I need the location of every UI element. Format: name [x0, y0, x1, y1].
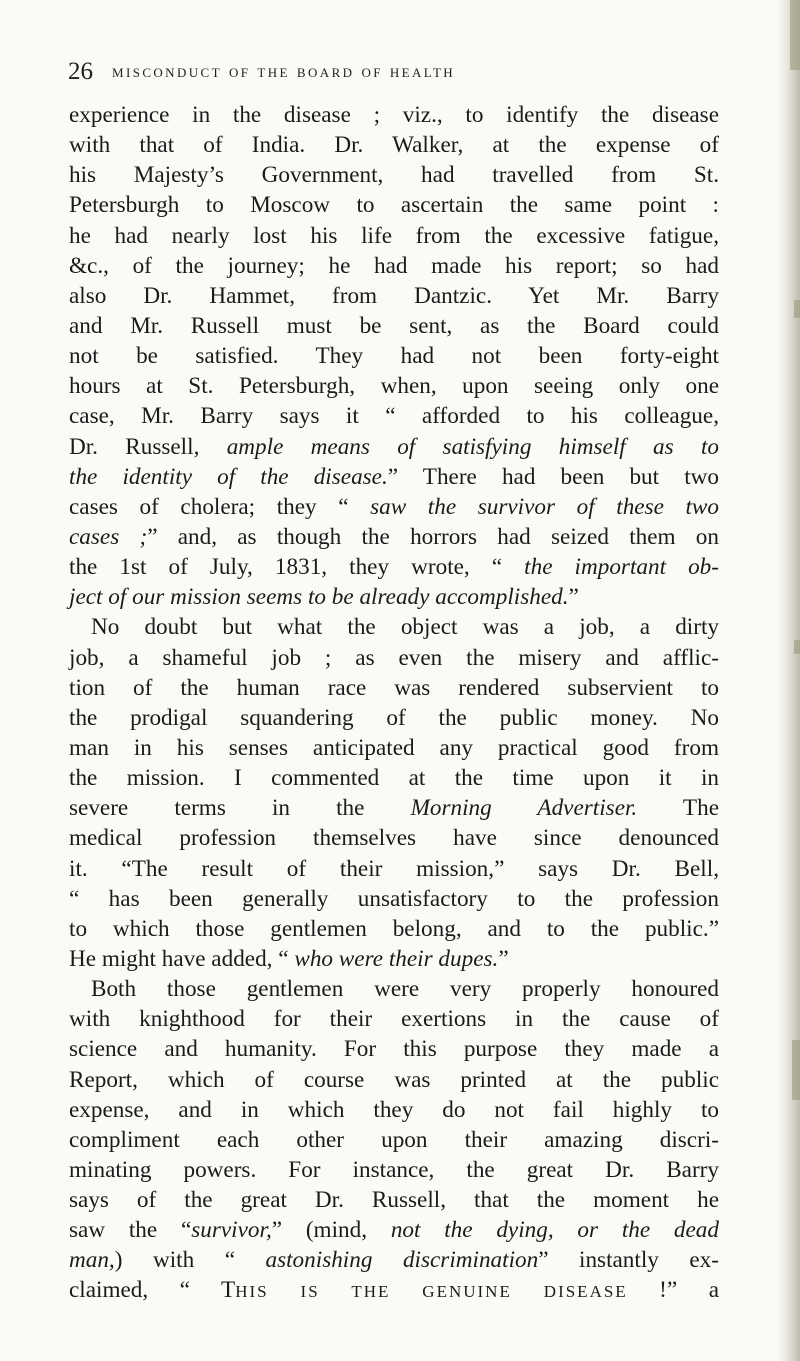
running-header — [68, 58, 708, 90]
text-segment: hours at St. Petersburgh, when, upon seeing only one — [69, 373, 719, 400]
text-segment: his Majesty’s Government, had travelled from St. — [69, 162, 719, 189]
italic-text: cases ; — [69, 523, 148, 550]
text-line — [69, 432, 719, 462]
text-line — [69, 100, 719, 130]
text-line — [69, 643, 719, 673]
running-title: misconduct of the board of health — [112, 62, 456, 82]
text-segment: The — [637, 795, 719, 822]
text-line — [69, 251, 719, 281]
text-segment: Both those gentlemen were very properly honoured — [91, 976, 719, 1003]
text-segment: minating powers. For instance, the great Dr. Barry — [69, 1156, 719, 1183]
text-line — [69, 673, 719, 703]
text-segment: it. “The result of their mission,” says Dr. Bell, — [69, 855, 719, 882]
gutter-mark — [790, 0, 800, 70]
text-line — [69, 492, 719, 522]
text-line — [69, 823, 719, 853]
text-segment: ” and, as though the horrors had seized them on — [147, 523, 719, 550]
text-segment: case, Mr. Barry says it “ afforded to his colleague, — [69, 403, 719, 430]
text-segment: No doubt but what the object was a job, a dirty — [91, 614, 719, 641]
text-line — [69, 1095, 719, 1125]
text-line — [69, 341, 719, 371]
text-segment: says of the great Dr. Russell, that the moment he — [69, 1187, 719, 1214]
text-segment: with that of India. Dr. Walker, at the expense of — [69, 132, 719, 159]
text-line — [69, 1065, 719, 1095]
text-segment: also Dr. Hammet, from Dantzic. Yet Mr. Barry — [69, 282, 719, 309]
text-segment: ” — [568, 584, 579, 611]
text-line — [69, 1034, 719, 1064]
text-line — [69, 221, 719, 251]
text-line — [69, 884, 719, 914]
text-line — [69, 552, 719, 582]
text-segment: the 1st of July, 1831, they wrote, “ — [69, 554, 525, 581]
text-segment: ” instantly ex- — [538, 1247, 719, 1274]
gutter-mark — [792, 1040, 800, 1100]
text-segment: not be satisfied. They had not been forty-eight — [69, 343, 719, 370]
text-line — [69, 763, 719, 793]
text-segment: claimed, “ T — [69, 1277, 236, 1304]
text-line — [69, 733, 719, 763]
text-segment: ” There had been but two — [387, 463, 719, 490]
text-line — [69, 944, 719, 974]
text-segment: compliment each other upon their amazing discri- — [69, 1126, 719, 1153]
text-line — [69, 311, 719, 341]
text-segment: saw the “ — [69, 1217, 192, 1244]
text-segment: ” (mind, — [271, 1217, 391, 1244]
text-line — [69, 1004, 719, 1034]
text-segment: cases of cholera; they “ — [69, 493, 371, 520]
italic-text: man, — [69, 1247, 115, 1274]
italic-text: ample means of satisfying himself as to — [226, 433, 719, 460]
text-segment: the mission. I commented at the time upon it in — [69, 765, 719, 792]
text-line — [69, 793, 719, 823]
text-segment: medical profession themselves have since denounced — [69, 825, 719, 852]
text-segment: !” a — [627, 1277, 719, 1304]
text-segment: science and humanity. For this purpose they made a — [69, 1036, 719, 1063]
italic-text: who were their dupes. — [294, 945, 499, 972]
italic-text: not the dying, or the dead — [390, 1217, 719, 1244]
text-segment: expense, and in which they do not fail highly to — [69, 1096, 719, 1123]
text-line — [69, 1155, 719, 1185]
text-line — [69, 160, 719, 190]
text-segment: ) with “ — [114, 1247, 266, 1274]
text-line — [69, 582, 719, 612]
text-segment: Report, which of course was printed at the public — [69, 1066, 719, 1093]
text-segment: ” — [498, 945, 509, 972]
text-line — [69, 974, 719, 1004]
text-segment: man in his senses anticipated any practical good from — [69, 734, 719, 761]
text-line — [69, 401, 719, 431]
italic-text: the identity of the disease. — [69, 463, 388, 490]
italic-text: survivor, — [191, 1217, 272, 1244]
body-text — [69, 100, 719, 1306]
text-line — [69, 462, 719, 492]
text-line — [69, 1275, 719, 1305]
italic-text: astonishing discrimination — [265, 1247, 539, 1274]
text-segment: tion of the human race was rendered subservient to — [69, 674, 719, 701]
page-gutter-edge — [778, 0, 800, 1361]
text-segment: he had nearly lost his life from the excessive fatigue, — [69, 222, 719, 249]
small-caps-text: HIS IS THE GENUINE DISEASE — [235, 1282, 628, 1302]
italic-text: ject of our mission seems to be already accomplished. — [69, 584, 569, 611]
text-line — [69, 522, 719, 552]
text-segment: to which those gentlemen belong, and to the public.” — [69, 915, 719, 942]
text-segment: Petersburgh to Moscow to ascertain the same point : — [69, 192, 719, 219]
text-segment: He might have added, “ — [69, 945, 295, 972]
italic-text: Morning Advertiser. — [410, 795, 638, 822]
text-line — [69, 1125, 719, 1155]
text-line — [69, 1185, 719, 1215]
text-line — [69, 1245, 719, 1275]
text-line — [69, 281, 719, 311]
page-number: 26 — [68, 58, 93, 85]
text-segment: &c., of the journey; he had made his report; so had — [69, 252, 719, 279]
text-segment: the prodigal squandering of the public money. No — [69, 704, 719, 731]
text-line — [69, 914, 719, 944]
text-line — [69, 371, 719, 401]
text-line — [69, 703, 719, 733]
text-line — [69, 854, 719, 884]
italic-text: saw the survivor of these two — [370, 493, 719, 520]
text-line — [69, 612, 719, 642]
text-segment: job, a shameful job ; as even the misery and afflic- — [69, 644, 719, 671]
text-segment: with knighthood for their exertions in the cause of — [69, 1006, 719, 1033]
text-line — [69, 130, 719, 160]
gutter-mark — [794, 640, 800, 654]
gutter-mark — [794, 300, 800, 318]
text-segment: severe terms in the — [69, 795, 411, 822]
text-segment: “ has been generally unsatisfactory to the profession — [69, 885, 719, 912]
text-segment: experience in the disease ; viz., to identify the disease — [69, 102, 719, 128]
text-segment: and Mr. Russell must be sent, as the Board could — [69, 312, 719, 339]
italic-text: the important ob- — [524, 554, 719, 581]
text-segment: Dr. Russell, — [69, 433, 227, 460]
text-line — [69, 1215, 719, 1245]
text-line — [69, 190, 719, 220]
